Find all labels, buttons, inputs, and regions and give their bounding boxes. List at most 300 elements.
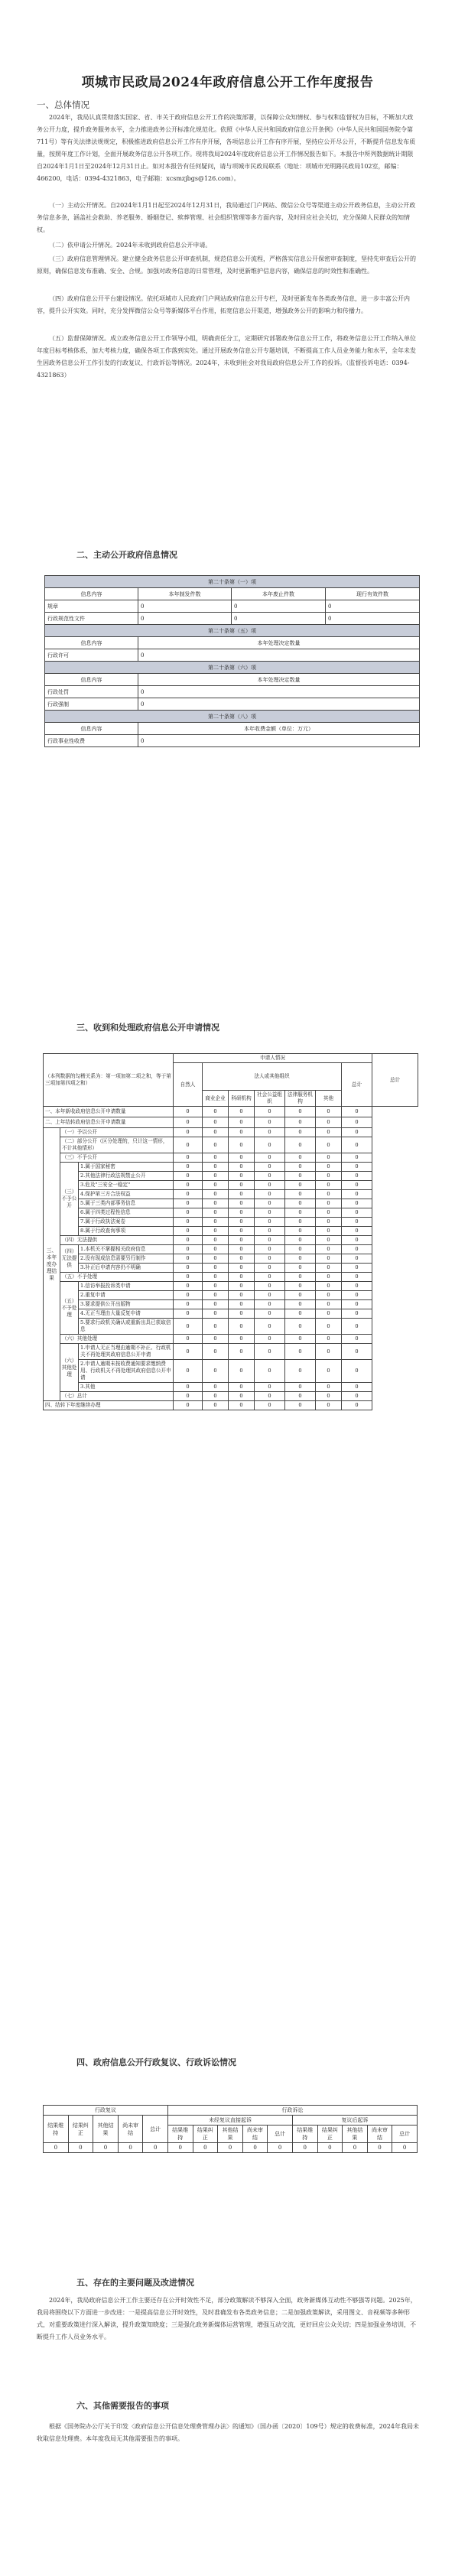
section-6-paragraph: 根据《国务院办公厅关于印发〈政府信息公开信息处理费管理办法〉的通知》（国办函〔2020〕109号）规定的收费标准，2024年我局未收取信息处理费。本年度我局无其他需要报告的事项。: [37, 2423, 419, 2442]
cell: 0: [255, 1236, 285, 1245]
cell: 0: [138, 698, 420, 711]
group-side-label: （六）其他处理: [60, 1344, 79, 1392]
cell: 0: [174, 1300, 203, 1309]
section-1-intro: 2024年，我局认真贯彻落实国家、省、市关于政府信息公开工作的决策部署，以保障公众知情权、参与权和监督权为目标，不断加大政务公开力度，提升政务服务水平，全力推进政务公开标准化规范化。依照《中华人民共和国政府信息公开条例》（中华人民共和国国务院令第711号）等有关法律法规规定，积极推进政府信息公开工作有序开展，各项信息公开工作有序开展，坚持应公开尽公开，不断提升信息发布质量，按照年度工作计划，全面开展政务信息公开各项工作。现将我局2024年度政府信息公开工作情况报告如下。本报告中所列数据统计期限自2024年1月1日至2024年12月31日止。如对本报告有任何疑问，请与项城市民政局联系（地址：项城市光明路民政局102室，邮编：466200，电话：0394-4321863，电子邮箱：xcsmzjbgs@126.com）。: [37, 114, 416, 182]
group-side-label: （五）不予处理: [60, 1282, 79, 1335]
cell: 0: [316, 1153, 342, 1163]
cell: 0: [203, 1172, 229, 1181]
table-row: [44, 1190, 418, 1199]
legal-head: 法人或其他组织: [203, 1063, 342, 1091]
cell: 0: [174, 1172, 203, 1181]
cell: 0: [255, 1190, 285, 1199]
direct-head: 未经复议直接起诉: [167, 2116, 292, 2126]
section-1-p4: （四）政府信息公开平台建设情况。依托项城市人民政府门户网站政府信息公开专栏，及时更新发布各类政务信息，进一步丰富公开内容，提升公开实效。同时，充分发挥微信公众号等新媒体平台作用，拓宽信息公开渠道，增强政务公开的影响力和传播力。: [37, 295, 410, 314]
t1-col: 本年制发件数: [138, 588, 232, 600]
cell: 0: [342, 1163, 372, 1172]
legal-sub-head: 其他: [316, 1091, 342, 1107]
cell: 0: [229, 1199, 255, 1208]
cell: 0: [229, 1236, 255, 1245]
t2-col: 本年处理决定数量: [138, 637, 420, 649]
cell: 0: [342, 1401, 372, 1410]
cell: 0: [342, 1153, 372, 1163]
cell: 0: [203, 1153, 229, 1163]
cell: 0: [255, 1254, 285, 1264]
table-row: [44, 1181, 418, 1190]
row-label: 3.补正后申请内容仍不明确: [79, 1264, 174, 1273]
cell: 0: [316, 1273, 342, 1282]
cell: 0: [255, 1107, 285, 1117]
total-sub-head: 总计: [342, 1063, 372, 1107]
cell: 0: [316, 1335, 342, 1344]
table-row: [44, 1291, 418, 1300]
cell: 0: [285, 1218, 316, 1227]
cell: 0: [255, 1117, 285, 1128]
legal-sub-head: 社会公益组织: [255, 1091, 285, 1107]
cell: 0: [342, 1282, 372, 1291]
t1-col: 现行有效件数: [326, 588, 420, 600]
row-label: 5.要求行政机关确认或重新出具已获取信息: [79, 1319, 174, 1335]
row-label: 四、结转下年度继续办理: [44, 1401, 174, 1410]
cell: 0: [203, 1319, 229, 1335]
cell: 0: [342, 1245, 372, 1254]
cell: 0: [229, 1163, 255, 1172]
legal-sub-head: 法律服务机构: [285, 1091, 316, 1107]
cell: 0: [203, 1227, 229, 1236]
cell: 0: [174, 1153, 203, 1163]
group-side-label: （四）无法提供: [60, 1245, 79, 1273]
cell: 0: [174, 1309, 203, 1319]
legal-sub-head: 商业企业: [203, 1091, 229, 1107]
cell: 0: [229, 1319, 255, 1335]
cell: 0: [292, 2143, 317, 2153]
cell: 0: [316, 1199, 342, 1208]
cell: 0: [285, 1172, 316, 1181]
t4-col: 信息内容: [45, 723, 138, 735]
table-row: [44, 1227, 418, 1236]
cell: 0: [285, 1236, 316, 1245]
row-label: （四）无法提供: [60, 1236, 174, 1245]
cell: 0: [203, 1300, 229, 1309]
row-label: 3.要求提供公开出版物: [79, 1300, 174, 1309]
cell: 0: [342, 1128, 372, 1137]
cell: 0: [203, 1218, 229, 1227]
lawsuit-head: 行政诉讼: [167, 2106, 417, 2116]
cell: 0: [255, 1163, 285, 1172]
table-row: [44, 1401, 418, 1410]
cell: 0: [285, 1153, 316, 1163]
table-row: [44, 1245, 418, 1254]
cell: 0: [255, 1199, 285, 1208]
cell: 0: [138, 613, 232, 625]
cell: 0: [203, 1383, 229, 1392]
col-head: 结果维持: [44, 2116, 69, 2143]
cell: 0: [174, 1344, 203, 1360]
cell: 0: [316, 1137, 342, 1153]
cell: 0: [255, 1291, 285, 1300]
cell: 0: [255, 1335, 285, 1344]
row-label: 8.属于行政查询事项: [79, 1227, 174, 1236]
cell: 0: [174, 1227, 203, 1236]
cell: 0: [229, 1392, 255, 1401]
cell: 0: [316, 1208, 342, 1218]
cell: 0: [316, 1401, 342, 1410]
cell: 0: [285, 1107, 316, 1117]
row-label: 3.危及"三安全一稳定": [79, 1181, 174, 1190]
col-head: 尚未审结: [118, 2116, 143, 2143]
cell: 0: [285, 1137, 316, 1153]
cell: 0: [255, 1392, 285, 1401]
row-label: 2.其他法律行政法规禁止公开: [79, 1172, 174, 1181]
cell: 0: [342, 1117, 372, 1128]
col-head: 其他结果: [93, 2116, 119, 2143]
table-row: [44, 1273, 418, 1282]
col-head: 尚未审结: [367, 2126, 392, 2143]
cell: 0: [203, 1208, 229, 1218]
row-label: 2.没有现成信息需要另行制作: [79, 1254, 174, 1264]
table-row: [45, 686, 420, 698]
cell: 0: [174, 1236, 203, 1245]
row-label: 4.无正当理由大量反复申请: [79, 1309, 174, 1319]
row-label: 2.申请人逾期未按收费通知要求缴纳费用、行政机关不再处理其政府信息公开申请: [79, 1360, 174, 1383]
cell: 0: [174, 1107, 203, 1117]
cell: 0: [342, 1199, 372, 1208]
cell: 0: [143, 2143, 168, 2153]
table-row: [44, 1199, 418, 1208]
cell: 0: [255, 1128, 285, 1137]
t2-head: 第二十条第（五）项: [45, 625, 420, 637]
col-head: 尚未审结: [242, 2126, 268, 2143]
cell: 0: [229, 1181, 255, 1190]
cell: 0: [203, 1117, 229, 1128]
cell: 0: [342, 1236, 372, 1245]
cell: 0: [229, 1254, 255, 1264]
cell: 0: [255, 1245, 285, 1254]
section-4-heading: 四、政府信息公开行政复议、行政诉讼情况: [76, 2057, 236, 2067]
row-label: 7.属于行政执法案卷: [79, 1218, 174, 1227]
cell: 0: [316, 1128, 342, 1137]
cell: 0: [285, 1335, 316, 1344]
cell: 0: [203, 1344, 229, 1360]
review-lawsuit-table: [43, 2105, 418, 2153]
table-row: [44, 1300, 418, 1309]
cell: 0: [285, 1401, 316, 1410]
cell: 规章: [45, 600, 138, 613]
table-row: [44, 1282, 418, 1291]
cell: 0: [174, 1163, 203, 1172]
col-head: 其他结果: [218, 2126, 243, 2143]
cell: 0: [174, 1360, 203, 1383]
cell: 0: [316, 1245, 342, 1254]
section-5-paragraph: 2024年，我局政府信息公开工作主要还存在公开时效性不足，部分政策解读不够深入全面，政务新媒体互动性不够强等问题。2025年，我局将围绕以下方面进一步改进：一是提高信息公开时效性，及时准确发布各类政务信息；二是加强政策解读，采用图文、音视频等多种形式，对重要政策进行深入解读，提升政策知晓度；三是强化政务新媒体运营管理，增强互动交流，更好回应公众关切；四是加强业务培训，不断提升工作人员业务水平。: [37, 2297, 417, 2340]
col-head: 结果维持: [292, 2126, 317, 2143]
cell: 0: [229, 1383, 255, 1392]
cell: 0: [285, 1344, 316, 1360]
table-row: [44, 1153, 418, 1163]
cell: 0: [203, 1309, 229, 1319]
table-row: [45, 613, 420, 625]
cell: 0: [203, 1335, 229, 1344]
cell: 0: [174, 1291, 203, 1300]
table-row: [44, 1392, 418, 1401]
table-row: [44, 1172, 418, 1181]
cell: 0: [316, 1236, 342, 1245]
cell: 0: [255, 1264, 285, 1273]
cell: 0: [218, 2143, 243, 2153]
result-side-label: 三、本年度办理结果: [44, 1128, 60, 1401]
cell: 0: [316, 1172, 342, 1181]
cell: 0: [285, 1163, 316, 1172]
cell: 0: [342, 1227, 372, 1236]
after-head: 复议后起诉: [292, 2116, 417, 2126]
cell: 0: [316, 1392, 342, 1401]
cell: 0: [343, 2143, 368, 2153]
t4-col: 本年收费金额（单位：万元）: [138, 723, 420, 735]
cell: 0: [342, 1190, 372, 1199]
cell: 0: [342, 1319, 372, 1335]
cell: 0: [242, 2143, 268, 2153]
report-title: 项城市民政局2024年政府信息公开工作年度报告: [81, 75, 374, 90]
cell: 0: [255, 1344, 285, 1360]
cell: 0: [229, 1309, 255, 1319]
t3-col: 信息内容: [45, 674, 138, 686]
cell: 行政规范性文件: [45, 613, 138, 625]
cell: 0: [229, 1153, 255, 1163]
cell: 0: [203, 1190, 229, 1199]
cell: 0: [229, 1245, 255, 1254]
row-label: 1.申请人无正当理由逾期不补正、行政机关不再处理其政府信息公开申请: [79, 1344, 174, 1360]
row-label: 一、本年新收政府信息公开申请数量: [44, 1107, 174, 1117]
col-head: 总计: [392, 2126, 418, 2143]
cell: 0: [285, 1383, 316, 1392]
cell: 0: [174, 1137, 203, 1153]
cell: 0: [229, 1227, 255, 1236]
cell: 0: [342, 1137, 372, 1153]
t1-head: 第二十条第（一）项: [45, 576, 420, 588]
cell: 0: [203, 1392, 229, 1401]
cell: 0: [118, 2143, 143, 2153]
row-label: 1.信访举报投诉类申请: [79, 1282, 174, 1291]
cell: 0: [316, 1254, 342, 1264]
cell: 0: [138, 600, 232, 613]
cell: 0: [342, 1264, 372, 1273]
total-head: 总计: [372, 1054, 418, 1107]
cell: 0: [316, 1107, 342, 1117]
cell: 0: [174, 1245, 203, 1254]
cell: 0: [174, 1254, 203, 1264]
table-row: [44, 1117, 418, 1128]
cell: 0: [167, 2143, 193, 2153]
section-1-p5: （五）监督保障情况。成立政务信息公开工作领导小组，明确责任分工，定期研究部署政务信息公开工作，将政务信息公开工作纳入单位年度目标考核体系，加大考核力度，确保各项工作落到实处。通过开展政务信息公开专题培训，不断提高工作人员业务能力和水平，全年未发生因政务信息公开工作引发的行政复议、行政诉讼等情况。2024年，未收到社会对我局政府信息公开工作的投诉。（监督投诉电话：0394-4321863）: [37, 335, 416, 379]
cell: 0: [326, 600, 420, 613]
cell: 0: [316, 1181, 342, 1190]
table-row: [44, 1319, 418, 1335]
cell: 0: [229, 1137, 255, 1153]
cell: 0: [285, 1273, 316, 1282]
cell: 0: [342, 1309, 372, 1319]
cell: 0: [229, 1300, 255, 1309]
cell: 0: [203, 1401, 229, 1410]
cell: 0: [203, 1181, 229, 1190]
cell: 0: [342, 1254, 372, 1264]
group-side-label: （三）不予公开: [60, 1163, 79, 1236]
cell: 行政事业性收费: [45, 735, 138, 747]
cell: 0: [285, 1190, 316, 1199]
row-label: 4.保护第三方合法权益: [79, 1190, 174, 1199]
cell: 0: [174, 1319, 203, 1335]
col-head: 结果纠正: [193, 2126, 218, 2143]
review-head: 行政复议: [44, 2106, 168, 2116]
row-label: （二）部分公开（区分处理的，只计这一情形，不计其他情形）: [60, 1137, 174, 1153]
cell: 0: [316, 1319, 342, 1335]
cell: 0: [203, 1245, 229, 1254]
cell: 0: [174, 1282, 203, 1291]
t3-col: 本年处理决定数量: [138, 674, 420, 686]
cell: 0: [342, 1300, 372, 1309]
cell: 0: [255, 1309, 285, 1319]
t3-head: 第二十条第（六）项: [45, 662, 420, 674]
table-row: [45, 735, 420, 747]
cell: 0: [203, 1291, 229, 1300]
col-head: 总计: [268, 2126, 293, 2143]
row-label: 二、上年结转政府信息公开申请数量: [44, 1117, 174, 1128]
row-label: 6.属于四类过程性信息: [79, 1208, 174, 1218]
cell: 0: [203, 1273, 229, 1282]
cell: 行政许可: [45, 649, 138, 662]
cell: 0: [174, 1273, 203, 1282]
table-row: [44, 1264, 418, 1273]
col-head: 总计: [143, 2116, 168, 2143]
cell: 0: [229, 1335, 255, 1344]
cell: 0: [229, 1218, 255, 1227]
cell: 0: [285, 1360, 316, 1383]
cell: 0: [44, 2143, 69, 2153]
table-row: [44, 1344, 418, 1360]
cell: 0: [285, 1392, 316, 1401]
cell: 0: [316, 1360, 342, 1383]
cell: 0: [285, 1208, 316, 1218]
cell: 0: [174, 1218, 203, 1227]
cell: 0: [255, 1360, 285, 1383]
cell: 0: [342, 1273, 372, 1282]
cell: 0: [285, 1245, 316, 1254]
row-label: （五）不予处理: [60, 1273, 174, 1282]
table-row: [44, 1218, 418, 1227]
table-row: [44, 1107, 418, 1117]
col-head: 结果纠正: [68, 2116, 93, 2143]
cell: 0: [232, 600, 326, 613]
cell: 0: [174, 1335, 203, 1344]
cell: 0: [229, 1208, 255, 1218]
section-3-heading: 三、收到和处理政府信息公开申请情况: [76, 1023, 219, 1033]
table-row: [44, 1128, 418, 1137]
cell: 0: [316, 1264, 342, 1273]
cell: 行政处罚: [45, 686, 138, 698]
cell: 0: [268, 2143, 293, 2153]
cell: 0: [255, 1172, 285, 1181]
cell: 0: [174, 1401, 203, 1410]
cell: 0: [342, 1208, 372, 1218]
cell: 行政强制: [45, 698, 138, 711]
cell: 0: [316, 1309, 342, 1319]
cell: 0: [174, 1392, 203, 1401]
cell: 0: [229, 1344, 255, 1360]
row-label: 3.其他: [79, 1383, 174, 1392]
cell: 0: [68, 2143, 93, 2153]
cell: 0: [174, 1190, 203, 1199]
cell: 0: [316, 1163, 342, 1172]
cell: 0: [229, 1117, 255, 1128]
cell: 0: [203, 1236, 229, 1245]
cell: 0: [285, 1254, 316, 1264]
section-6-heading: 六、其他需要报告的事项: [76, 2401, 169, 2411]
cell: 0: [229, 1401, 255, 1410]
row-label: 5.属于三类内部事务信息: [79, 1199, 174, 1208]
row-label: （三）不予公开: [60, 1153, 174, 1163]
cell: 0: [174, 1128, 203, 1137]
cell: 0: [342, 1218, 372, 1227]
table-row: [44, 1309, 418, 1319]
cell: 0: [255, 1273, 285, 1282]
cell: 0: [229, 1172, 255, 1181]
table-row: [44, 1163, 418, 1172]
table-row: [44, 1383, 418, 1392]
table-row: [45, 600, 420, 613]
t1-col: 信息内容: [45, 588, 138, 600]
cell: 0: [255, 1319, 285, 1335]
cell: 0: [342, 1392, 372, 1401]
t2-col: 信息内容: [45, 637, 138, 649]
cell: 0: [317, 2143, 343, 2153]
cell: 0: [203, 1163, 229, 1172]
cell: 0: [174, 1199, 203, 1208]
table-row: [45, 698, 420, 711]
cell: 0: [229, 1273, 255, 1282]
table-row: [44, 1360, 418, 1383]
cell: 0: [229, 1360, 255, 1383]
section-1-p2: （二）依申请公开情况。2024年未收到政府信息公开申请。: [49, 242, 212, 249]
cell: 0: [232, 613, 326, 625]
cell: 0: [174, 1181, 203, 1190]
cell: 0: [285, 1117, 316, 1128]
legal-sub-head: 科研机构: [229, 1091, 255, 1107]
cell: 0: [255, 1401, 285, 1410]
table-row: [44, 2143, 418, 2153]
cell: 0: [203, 1137, 229, 1153]
cell: 0: [342, 1335, 372, 1344]
cell: 0: [285, 1319, 316, 1335]
cell: 0: [203, 1282, 229, 1291]
cell: 0: [255, 1137, 285, 1153]
cell: 0: [229, 1264, 255, 1273]
cell: 0: [193, 2143, 218, 2153]
cell: 0: [316, 1218, 342, 1227]
natural-head: 自然人: [174, 1063, 203, 1107]
cell: 0: [255, 1181, 285, 1190]
cell: 0: [203, 1254, 229, 1264]
cell: 0: [285, 1128, 316, 1137]
cell: 0: [174, 1117, 203, 1128]
cell: 0: [285, 1227, 316, 1236]
cell: 0: [285, 1199, 316, 1208]
t4-head: 第二十条第（八）项: [45, 711, 420, 723]
col-head: 其他结果: [343, 2126, 368, 2143]
applicant-head: 申请人情况: [174, 1054, 372, 1063]
row-label: （七）总计: [60, 1392, 174, 1401]
cell: 0: [229, 1190, 255, 1199]
cell: 0: [203, 1128, 229, 1137]
cell: 0: [229, 1128, 255, 1137]
table-row: [44, 1208, 418, 1218]
